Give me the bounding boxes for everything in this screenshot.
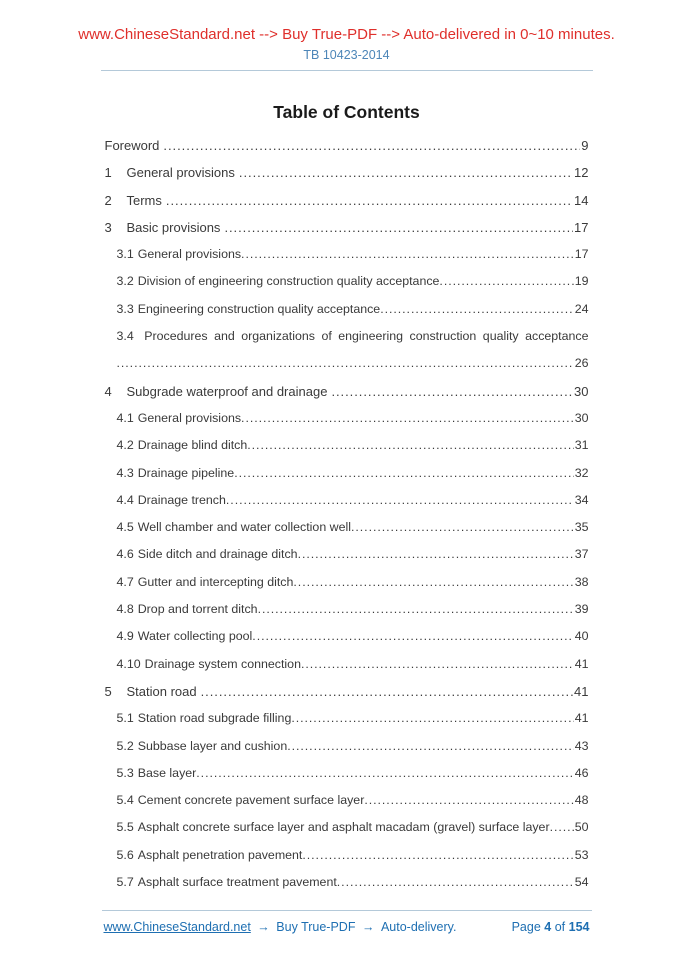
header-promo-link[interactable]: www.ChineseStandard.net --> Buy True-PDF --> Auto-delivered in 0~10 minutes.: [78, 26, 615, 43]
leader-dots: [117, 350, 574, 377]
leader-dots: [258, 596, 574, 623]
arrow-right-icon: →: [361, 920, 375, 934]
page-number: 30: [574, 410, 589, 425]
toc-entry-number: 4.1: [116, 410, 134, 425]
toc-entry-number: 5.5: [116, 820, 134, 835]
leader-dots: [439, 268, 573, 295]
page-number: 54: [574, 875, 589, 890]
page-number: 40: [574, 629, 589, 644]
leader-dots: [226, 487, 574, 514]
toc-entry[interactable]: [105, 460, 589, 487]
toc-entry-number: 4.3: [116, 465, 134, 480]
leader-dots: [196, 760, 573, 787]
toc-entry[interactable]: [105, 159, 589, 186]
leader-dots: [287, 733, 573, 760]
toc-entry[interactable]: [105, 378, 589, 405]
toc-entry-label: Asphalt penetration pavement: [137, 847, 303, 862]
page-number: 41: [574, 683, 589, 699]
toc-entry[interactable]: [105, 787, 589, 814]
toc-entry[interactable]: [105, 869, 589, 896]
page-current: 4: [544, 920, 552, 934]
toc-entry-number: 5.3: [116, 765, 134, 780]
toc-entry-label: Well chamber and water collection well: [137, 520, 351, 535]
leader-dots: [331, 378, 573, 405]
page-number: 38: [574, 574, 589, 589]
leader-dots: [201, 678, 573, 705]
toc-entry-label: Engineering construction quality acceptance: [137, 301, 381, 316]
toc-entry-label: Subgrade waterproof and drainage: [126, 383, 328, 399]
toc-entry-number: 5: [104, 683, 112, 699]
toc-entry-number: 4: [104, 383, 112, 399]
toc-entry-label: Subbase layer and cushion: [137, 738, 288, 753]
toc-entry[interactable]: [105, 760, 589, 787]
toc-entry-number: 5.4: [116, 793, 134, 808]
page-number: 31: [574, 438, 589, 453]
toc-list: [105, 132, 589, 896]
page-number: 32: [574, 465, 589, 480]
page-number: 41: [574, 711, 589, 726]
page-title: Table of Contents: [273, 102, 420, 122]
leader-dots: [252, 623, 573, 650]
arrow-right-icon: →: [257, 920, 270, 934]
page-number: 17: [574, 219, 589, 235]
toc-entry[interactable]: [105, 705, 589, 732]
leader-dots: [239, 159, 573, 186]
toc-entry-label: General provisions: [137, 247, 242, 262]
toc-entry-label: Side ditch and drainage ditch: [137, 547, 298, 562]
leader-dots: [224, 214, 573, 241]
page-number: 41: [574, 656, 589, 671]
toc-entry-label: Procedures and organizations of engineering construction quality acceptance: [144, 329, 589, 344]
page-number: 53: [574, 847, 589, 862]
page-number: 12: [574, 165, 589, 181]
page-number: 34: [574, 492, 589, 507]
footer-divider: [102, 910, 592, 911]
toc-entry-number: 5.7: [116, 875, 134, 890]
leader-dots: [241, 241, 574, 268]
toc-entry-number: 5.2: [116, 738, 134, 753]
header-divider: [101, 70, 593, 71]
toc-entry[interactable]: [105, 514, 589, 541]
toc-entry[interactable]: [105, 487, 589, 514]
leader-dots: [298, 541, 574, 568]
toc-entry-number: 1: [104, 165, 112, 181]
toc-entry-label: Drop and torrent ditch: [137, 602, 258, 617]
toc-entry[interactable]: [105, 733, 589, 760]
toc-entry-label: Water collecting pool: [137, 629, 253, 644]
toc-entry-label: Terms: [126, 192, 162, 208]
toc-entry-number: 5.6: [116, 847, 134, 862]
toc-entry[interactable]: [105, 814, 589, 841]
leader-dots: [291, 705, 573, 732]
toc-entry[interactable]: [105, 405, 589, 432]
toc-entry[interactable]: [105, 842, 589, 869]
toc-entry[interactable]: [105, 132, 589, 159]
toc-entry-label: Basic provisions: [126, 219, 221, 235]
of-word: of: [554, 920, 566, 934]
toc-entry-number: 4.7: [116, 574, 134, 589]
footer-promo: [104, 919, 457, 935]
toc-entry[interactable]: [105, 651, 589, 678]
toc-entry-label: Drainage blind ditch: [137, 438, 248, 453]
page-number: 30: [574, 383, 589, 399]
page-number: 24: [574, 301, 589, 316]
toc-entry-number: 4.8: [116, 602, 134, 617]
toc-entry-label: Foreword: [104, 138, 160, 153]
page-number: 14: [574, 192, 589, 208]
toc-entry-label: Drainage pipeline: [137, 465, 235, 480]
page-number: 35: [574, 520, 589, 535]
page-number: 17: [574, 247, 589, 262]
toc-entry-number: 4.10: [116, 656, 141, 671]
page-number: 39: [574, 602, 589, 617]
toc-entry-label: Asphalt surface treatment pavement: [137, 875, 337, 890]
toc-entry-label: Division of engineering construction quality acceptance: [137, 274, 440, 289]
page-footer: [0, 910, 693, 935]
leader-dots: [247, 432, 573, 459]
leader-dots: [163, 132, 580, 159]
toc-entry-label: Station road: [126, 683, 197, 699]
toc-entry[interactable]: [105, 596, 589, 623]
toc-entry-number: 4.5: [116, 520, 134, 535]
toc-entry[interactable]: [105, 569, 589, 596]
footer-site-link[interactable]: www.ChineseStandard.net: [103, 920, 251, 934]
toc-entry-label: Drainage system connection: [144, 656, 301, 671]
leader-dots: [166, 187, 573, 214]
page-total: 154: [568, 920, 590, 934]
toc-entry-number: 4.2: [116, 438, 134, 453]
page-number: 43: [574, 738, 589, 753]
page-number: 46: [574, 765, 589, 780]
toc-entry[interactable]: [105, 268, 589, 295]
toc-entry-number: 3.1: [116, 247, 134, 262]
toc-entry[interactable]: [105, 187, 589, 214]
toc-entry-label: Gutter and intercepting ditch: [137, 574, 294, 589]
leader-dots: [351, 514, 574, 541]
footer-delivery-text: Auto-delivery.: [380, 920, 457, 934]
toc-entry[interactable]: [105, 432, 589, 459]
toc-entry-number: 2: [104, 192, 112, 208]
page-word: Page: [511, 920, 541, 934]
leader-dots: [550, 814, 574, 841]
leader-dots: [241, 405, 574, 432]
page-number: 19: [574, 274, 589, 289]
toc-entry-number: 3: [104, 219, 112, 235]
footer-buy-text: Buy True-PDF: [276, 920, 356, 934]
toc-entry-number: 3.3: [116, 301, 134, 316]
toc-entry[interactable]: [105, 623, 589, 650]
leader-dots: [293, 569, 573, 596]
toc-entry-number: 5.1: [116, 711, 134, 726]
toc-entry-number: 3.4: [116, 329, 134, 344]
toc-entry[interactable]: [105, 678, 589, 705]
page-number: 50: [574, 820, 589, 835]
toc-entry-number: 4.6: [116, 547, 134, 562]
toc-entry-label: General provisions: [126, 165, 235, 181]
toc-entry-number: 3.2: [116, 274, 134, 289]
toc-entry-label: Cement concrete pavement surface layer: [137, 793, 365, 808]
leader-dots: [301, 651, 574, 678]
page-number: 9: [581, 138, 589, 153]
toc-entry-label: Base layer: [137, 765, 197, 780]
page-number: 26: [574, 356, 589, 371]
toc-entry-label: Station road subgrade filling: [137, 711, 292, 726]
leader-dots: [337, 869, 574, 896]
toc-entry[interactable]: [105, 323, 589, 350]
toc-entry[interactable]: [105, 296, 589, 323]
page-number: 37: [574, 547, 589, 562]
leader-dots: [234, 460, 574, 487]
standard-number: TB 10423-2014: [303, 48, 390, 62]
toc-entry-continuation[interactable]: [105, 350, 589, 377]
toc-entry[interactable]: [105, 241, 589, 268]
toc-entry-number: 4.9: [116, 629, 134, 644]
leader-dots: [302, 842, 573, 869]
leader-dots: [364, 787, 573, 814]
toc-entry[interactable]: [105, 214, 589, 241]
page-number: 48: [574, 793, 589, 808]
toc-entry-label: Drainage trench: [137, 492, 226, 507]
toc-entry[interactable]: [105, 541, 589, 568]
toc-entry-label: Asphalt concrete surface layer and asphalt macadam (gravel) surface layer: [137, 820, 550, 835]
leader-dots: [380, 296, 574, 323]
page-indicator: [512, 919, 590, 935]
toc-entry-number: 4.4: [116, 492, 134, 507]
toc-entry-label: General provisions: [137, 410, 242, 425]
